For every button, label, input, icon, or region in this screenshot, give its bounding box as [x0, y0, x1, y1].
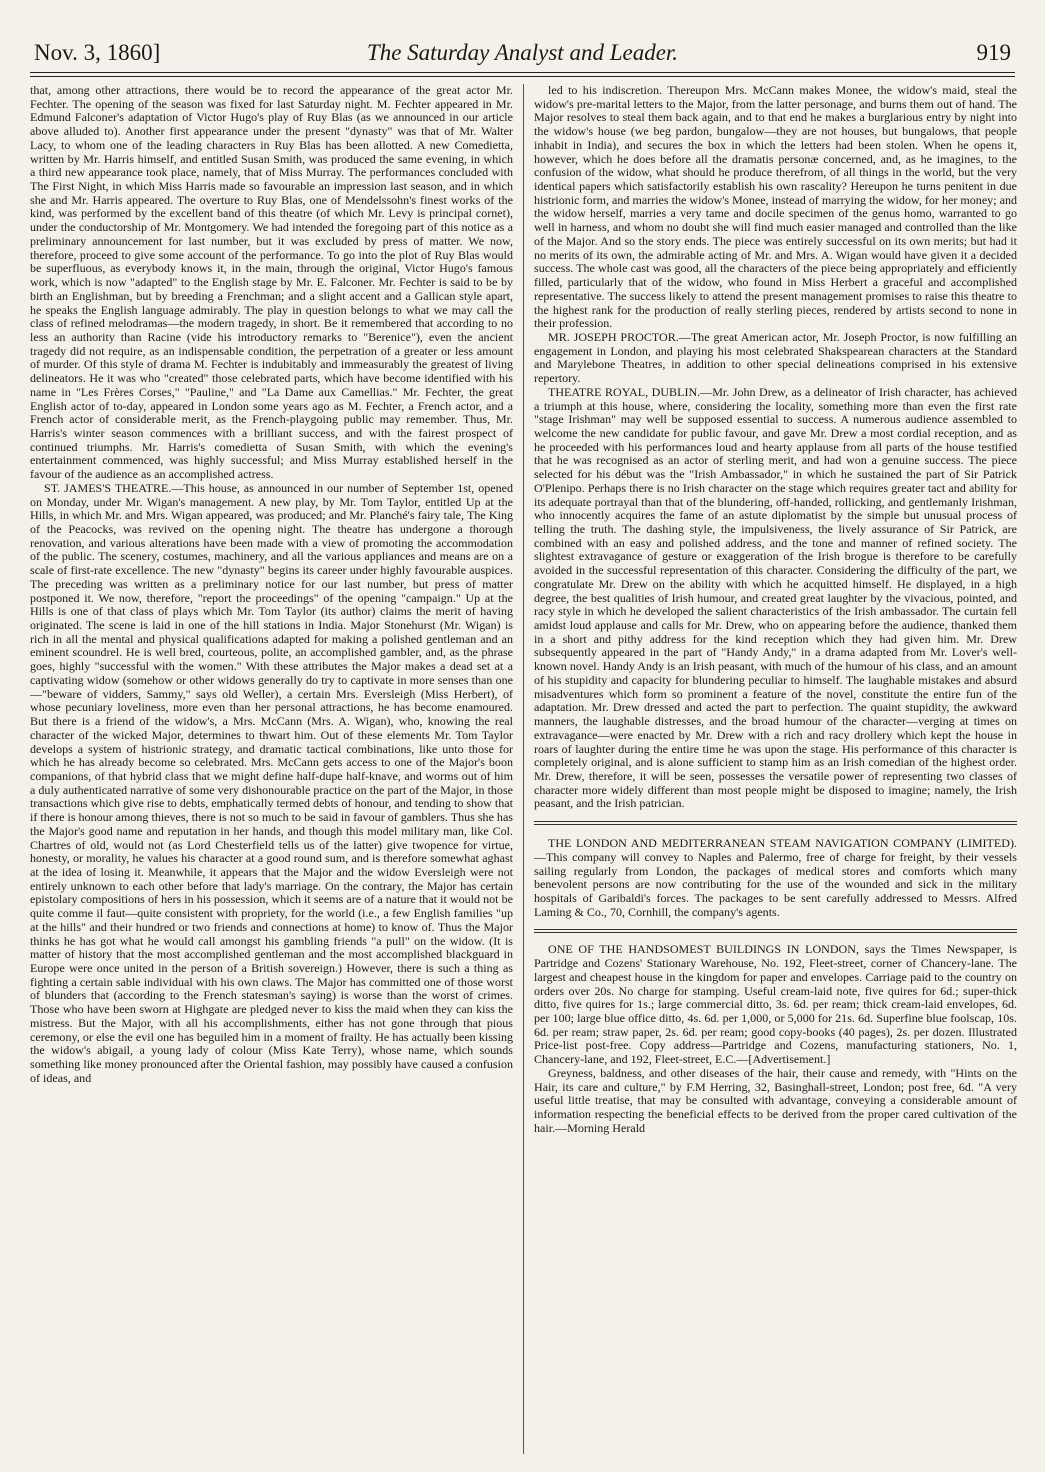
- section-rule: [534, 821, 1017, 822]
- hair-advertisement: Greyness, baldness, and other diseases of the hair, their cause and remedy, with "Hints on the Hair, its care and culture," by F.M Herring, 32, Basinghall-street, London; post free, 6d. "A very useful little treatise, that may be consulted with advantage, conveying a considerable amount of information respecting the beneficial effects to be derived from the proper cared cultivation of the hair.—Morning Herald: [534, 1065, 1017, 1135]
- issue-date: Nov. 3, 1860]: [34, 40, 161, 65]
- section-rule: [534, 929, 1017, 930]
- column-divider: [523, 84, 524, 1454]
- article-paragraph: that, among other attractions, there would be to record the appearance of the great actor Mr. Fechter. The opening of the season was fixed for last Saturday night. M. Fechter appeared in Mr. Edmund Falconer's adaptation of Victor Hugo's play of Ruy Blas (as we announced in our article above alluded to). Another first appearance under the present "dynasty" was that of Mr. Walter Lacy, to whom one of the leading characters in Ruy Blas has been allotted. A new Comedietta, written by Mr. Harris himself, and entitled Susan Smith, was produced the same evening, in which a third new appearance took place, namely, that of Miss Murray. The performances concluded with The First Night, in which Miss Harris made so favourable an impression last season, and in which she and Mr. Harris appeared. The overture to Ruy Blas, one of Mendelssohn's finest works of the kind, was performed by the excellent band of this theatre (of which Mr. Levy is principal cornet), under the conductorship of Mr. Montgomery. We had intended the foregoing part of this notice as a preliminary announcement for last number, but it was excluded by press of matter. We now, therefore, proceed to give some account of the performance. To go into the plot of Ruy Blas would be superfluous, as everybody knows it, in the main, through the original, Victor Hugo's famous work, which is now "adapted" to the English stage by Mr. E. Falconer. Mr. Fechter is said to be by birth an Englishman, but by breeding a Frenchman; and a slight accent and a Gallican style apart, he speaks the English language admirably. The play in question belongs to what we may call the class of refined melodramas—the modern tragedy, in short. Be it remembered that according to no less an authority than Racine (vide his introductory remarks to "Berenice"), even the ancient tragedy did not require, as an indispensable condition, the perpetration of a greater or less amount of murder. Of this style of drama M. Fechter is indubitably and immeasurably the greatest of living delineators. He it was who "created" those celebrated parts, which have become identified with his name in "Les Frères Corses," "Pauline," and "La Dame aux Camellias." Mr. Fechter, the great English actor of to-day, appeared in London some years ago as M. Fechter, a French actor, and a French actor of considerable merit, as the French-playgoing public may remember. Thus, Mr. Harris's winter season commences with a brilliant success, and with the fairest prospect of continued triumphs. Mr. Harris's comedietta of Susan Smith, with which the evening's entertainment commenced, was highly successful; and Miss Murray established herself in the favour of the audience as an accomplished actress.: [30, 84, 513, 482]
- steam-navigation-notice: THE LONDON AND MEDITERRANEAN STEAM NAVIGATION COMPANY (LIMITED).—This company will convey to Naples and Palermo, free of charge for freight, by their vessels sailing regularly from London, the packages of medical stores and comforts which many benevolent persons are now contributing for the use of the wounded and sick in the military hospitals of Garibaldi's forces. The packages to be sent carefully addressed to Messrs. Alfred Laming & Co., 70, Cornhill, the company's agents.: [534, 836, 1017, 919]
- page-number: 919: [976, 40, 1011, 65]
- header-rule-thin: [30, 76, 1015, 77]
- article-paragraph: led to his indiscretion. Thereupon Mrs. McCann makes Monee, the widow's maid, steal the widow's pre-marital letters to the Major, from the latter personage, and burns them out of hand. The Major resolves to steal them back again, and to that end he makes a burglarious entry by night into the widow's house (we beg pardon, bungalow—they are not houses, but bungalows, that people inhabit in India), and secures the box in which the letters had been stolen. When he opens it, however, which he does before all the dramatis personæ concerned, and, as he imagines, to the confusion of the widow, what should he produce therefrom, of all things in the world, but the very identical papers which satisfactorily establish his own rascality? Hereupon he turns penitent in due histrionic form, and marries the widow's Monee, instead of marrying the widow, for her money; and the widow herself, marries a very tame and docile specimen of the genus homo, warranted to go well in harness, and whom no doubt she will find much easier managed and controlled than the like of the Major. And so the story ends. The piece was entirely successful on its own merits; but had it no merits of its own, the admirable acting of Mr. and Mrs. A. Wigan would have given it a decided success. The whole cast was good, all the characters of the piece being appropriately and efficiently filled, particularly that of the widow, who found in Miss Herbert a graceful and accomplished representative. The success likely to attend the present management promises to raise this theatre to the highest rank for the production of really sterling pieces, rendered by artists second to none in their profession.: [534, 84, 1017, 331]
- article-paragraph: MR. JOSEPH PROCTOR.—The great American actor, Mr. Joseph Proctor, is now fulfilling an engagement in London, and playing his most celebrated Shakspearean characters at the Standard and Marylebone Theatres, in addition to other special delineations comprised in his extensive repertory.: [534, 329, 1017, 386]
- right-column: [534, 84, 1017, 1454]
- stationery-advertisement: ONE OF THE HANDSOMEST BUILDINGS IN LONDON, says the Times Newspaper, is Partridge and Cozens' Stationary Warehouse, No. 192, Fleet-street, corner of Chancery-lane. The largest and cheapest house in the kingdom for paper and envelopes. Carriage paid to the country on orders over 20s. No charge for stamping. Useful cream-laid note, five quires for 6d.; super-thick ditto, five quires for 1s.; large commercial ditto, 3s. 6d. per ream; thick cream-laid envelopes, 6d. per 100; large blue office ditto, 4s. 6d. per 1,000, or 5,000 for 21s. 6d. Superfine blue foolscap, 10s. 6d. per ream; straw paper, 2s. 6d. per ream; good copy-books (40 pages), 2s. per dozen. Illustrated Price-list post-free. Copy address—Partridge and Cozens, manufacturing stationers, No. 1, Chancery-lane, and 192, Fleet-street, E.C.—[Advertisement.]: [534, 942, 1017, 1067]
- article-paragraph: THEATRE ROYAL, DUBLIN.—Mr. John Drew, as a delineator of Irish character, has achieved a triumph at this house, where, considering the locality, something more than even the first rate "stage Irishman" may well be supposed essential to success. A numerous audience assembled to welcome the new candidate for public favour, and gave Mr. Drew a most cordial reception, and as he proceeded with his performances loud and hearty applause from all parts of the house testified that he was recognised as an actor of sterling merit, and had won a genuine success. The piece selected for his début was the "Irish Ambassador," in which he sustained the part of Sir Patrick O'Plenipo. Perhaps there is no Irish character on the stage which requires greater tact and ability for its adequate portrayal than that of the blundering, off-handed, rollicking, and gentlemanly Irishman, who innocently acquires the fame of an astute diplomatist by the simple but unusual process of telling the truth. The dashing style, the impulsiveness, the lively assurance of Sir Patrick, are combined with an easy and polished address, and the tone and manner of refined society. The slightest extravagance of gesture or exaggeration of the Irish brogue is therefore to be carefully avoided in the successful representation of this character. Considering the difficulty of the part, we congratulate Mr. Drew on the ability with which he acquitted himself. He displayed, in a high degree, the best qualities of Irish humour, and created great laughter by the vivacious, pointed, and racy style in which he developed the salient characteristics of the Irish ambassador. The curtain fell amidst loud applause and calls for Mr. Drew, who on appearing before the audience, thanked them in a short and pithy address for the kind reception which they had given him. Mr. Drew subsequently appeared in the part of "Handy Andy," in a drama adapted from Mr. Lover's well-known novel. Handy Andy is an Irish peasant, with much of the humour of his class, and an amount of his stupidity and capacity for blundering peculiar to himself. The laughable mistakes and absurd misadventures which form so prominent a feature of the novel, constitute the entire fun of the adaptation. Mr. Drew dressed and acted the part to perfection. The quaint stupidity, the awkward manners, the laughable distresses, and the broad humour of the character—verging at times on extravagance—were enacted by Mr. Drew with a rich and racy drollery which kept the house in roars of laughter during the entire time he was upon the stage. His performance of this character is completely original, and is alone sufficient to stamp him as an Irish comedian of the highest order. Mr. Drew, therefore, it will be seen, possesses the versatile power of representing two classes of character more widely different than most people might be disposed to imagine; namely, the Irish peasant, and the Irish patrician.: [534, 384, 1017, 811]
- section-rule-thin: [534, 932, 1017, 933]
- page-header: [30, 40, 1015, 76]
- header-rule: [30, 72, 1015, 73]
- left-column: [30, 84, 513, 1454]
- journal-title: The Saturday Analyst and Leader.: [366, 40, 679, 65]
- article-paragraph: ST. JAMES'S THEATRE.—This house, as announced in our number of September 1st, opened on Monday, under Mr. Wigan's management. A new play, by Mr. Tom Taylor, entitled Up at the Hills, in which Mr. and Mrs. Wigan appeared, was produced; and Mr. Planché's fairy tale, The King of the Peacocks, was revived on the opening night. The theatre has undergone a thorough renovation, and various alterations have been made with a view of promoting the accommodation of the public. The scenery, costumes, machinery, and all the various appliances and means are on a scale of first-rate excellence. The new "dynasty" begins its career under highly favourable auspices. The preceding was written as a preliminary notice for our last number, but press of matter postponed it. We now, therefore, "report the proceedings" of the opening "campaign." Up at the Hills is one of that class of plays which Mr. Tom Taylor (its author) claims the merit of having originated. The scene is laid in one of the hill stations in India. Major Stonehurst (Mr. Wigan) is rich in all the mental and physical qualifications adapted for making a polished gentleman and an eminent scoundrel. He is well bred, courteous, polite, an accomplished gambler, and, as the phrase goes, highly "successful with the women." With these attributes the Major makes a dead set at a captivating widow (somehow or other widows generally do try to captivate in more senses than one—"beware of vidders, Sammy," says old Weller), a certain Mrs. Eversleigh (Miss Herbert), of whose pecuniary loveliness, more even than her personal attractions, he has become enamoured. But there is a friend of the widow's, a Mrs. McCann (Mrs. A. Wigan), who, knowing the real character of the wicked Major, determines to thwart him. Out of these elements Mr. Tom Taylor develops a system of histrionic strategy, and dramatic tactical combinations, like unto those for which he has already become so celebrated. Mrs. McCann gets access to one of the Major's boon companions, of that hybrid class that we might define half-dupe half-knave, and worms out of him a duly authenticated narrative of some very dishonourable practice on the part of the Major, in those transactions which give rise to debts, emphatically termed debts of honour, and tending to show that if there is honour among thieves, there is not so much to be said in favour of gamblers. Thus she has the Major's good name and reputation in her hands, and though this model military man, like Col. Chartres of old, would not (as Lord Chesterfield tells us of the latter) give twopence for virtue, honesty, or morality, he values his character at a good round sum, and is therefore somewhat aghast at the idea of losing it. Meanwhile, it appears that the Major and the widow Eversleigh were not entirely unknown to each other before that lady's marriage. On the contrary, the Major has certain epistolary compositions of hers in his possession, which it seems are of a nature that it would not be quite comme il faut—quite consistent with propriety, for the world (i.e., a few English families "up at the hills" and their hundred or two friends and connections at home) to know of. Thus the Major thinks he has got what he would call amongst his gambling friends "a pull" on the widow. (It is matter of history that the most accomplished gentleman and the most accomplished blackguard in Europe were once united in the person of a British sovereign.) However, there is such a thing as fighting a certain sable individual with his own claws. The Major has committed one of those worst of blunders that (according to the French statesman's saying) is worse than the worst of crimes. Those who have been sworn at Highgate are pledged never to kiss the maid when they can kiss the mistress. But the Major, with all his accomplishments, either has not gone through that pious ceremony, or else the evil one has beguiled him in a moment of frailty. He has actually been kissing the widow's abigail, a young lady of colour (Miss Kate Terry), whose name, which sounds something like money pronounced after the Oriental fashion, may possibly have caused a confusion of ideas, and: [30, 480, 513, 1085]
- section-rule-thin: [534, 824, 1017, 825]
